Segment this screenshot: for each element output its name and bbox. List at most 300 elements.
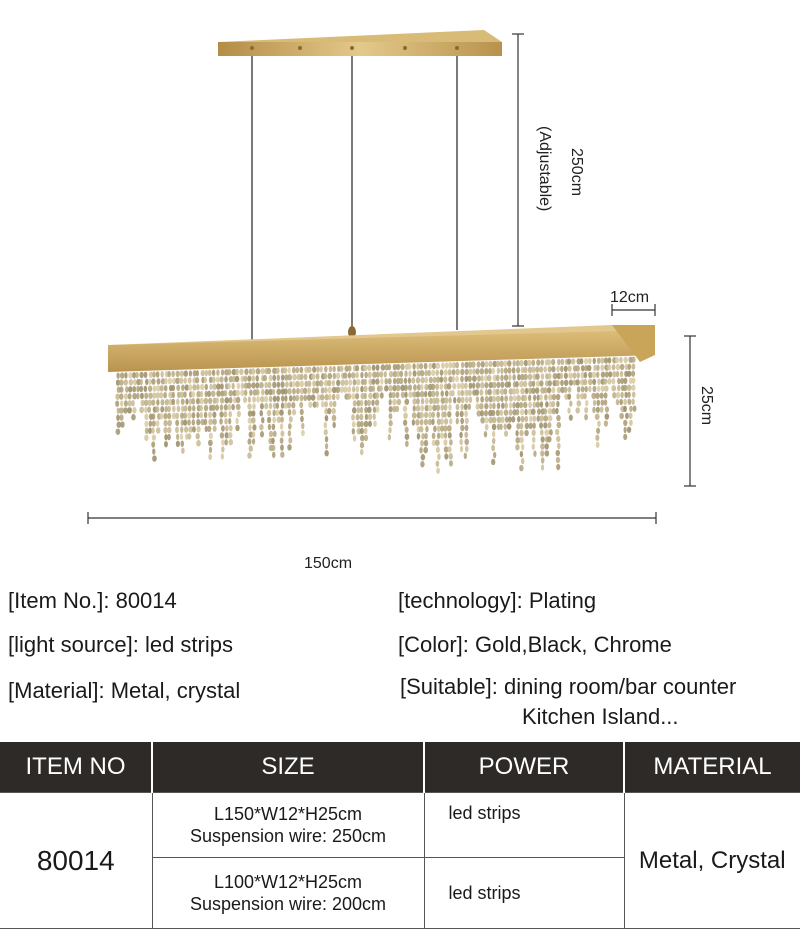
crystal-bead	[612, 364, 616, 370]
crystal-bead	[555, 429, 559, 435]
crystal-bead	[576, 393, 580, 399]
crystal-bead	[280, 416, 283, 422]
crystal-bead	[469, 397, 472, 403]
crystal-bead	[568, 372, 573, 378]
crystal-bead	[321, 401, 324, 407]
crystal-bead	[244, 369, 248, 375]
crystal-bead	[176, 434, 179, 440]
crystal-bead	[560, 359, 564, 365]
crystal-bead	[187, 412, 192, 418]
crystal-bead	[221, 453, 224, 459]
crystal-bead	[543, 366, 547, 372]
crystal-bead	[375, 378, 379, 384]
crystal-bead	[424, 440, 428, 446]
crystal-bead	[192, 384, 196, 390]
crystal-bead	[160, 385, 164, 391]
crystal-bead	[476, 396, 479, 402]
crystal-bead	[460, 418, 464, 424]
crystal-bead	[388, 364, 391, 370]
crystal-bead	[496, 410, 500, 416]
crystal-bead	[360, 372, 363, 378]
crystal-bead	[455, 376, 459, 382]
crystal-bead	[316, 401, 319, 407]
crystal-bead	[540, 429, 544, 435]
crystal-bead	[367, 365, 371, 371]
crystal-bead	[556, 436, 560, 442]
crystal-bead	[189, 370, 192, 376]
crystal-bead	[456, 418, 459, 424]
crystal-bead	[224, 404, 228, 410]
crystal-bead	[623, 385, 628, 391]
crystal-bead	[128, 386, 132, 392]
crystal-bead	[604, 392, 608, 398]
crystal-bead	[292, 409, 296, 415]
material-cell: Metal, Crystal	[624, 793, 800, 929]
crystal-bead	[627, 392, 631, 398]
crystal-bead	[424, 433, 428, 439]
crystal-bead	[300, 416, 304, 422]
crystal-bead	[260, 431, 264, 437]
crystal-bead	[541, 457, 545, 463]
crystal-bead	[144, 393, 148, 399]
crystal-bead	[452, 383, 456, 389]
crystal-bead	[435, 391, 439, 397]
crystal-bead	[175, 427, 179, 433]
crystal-bead	[488, 389, 492, 395]
crystal-bead	[420, 384, 424, 390]
crystal-bead	[440, 432, 444, 438]
crystal-bead	[327, 380, 331, 386]
crystal-bead	[560, 373, 564, 379]
crystal-bead	[316, 366, 319, 372]
crystal-bead	[504, 374, 508, 380]
crystal-bead	[285, 381, 289, 387]
crystal-bead	[425, 398, 429, 404]
crystal-bead	[479, 403, 484, 409]
crystal-bead	[125, 386, 129, 392]
crystal-bead	[200, 384, 205, 390]
crystal-bead	[540, 401, 543, 407]
crystal-bead	[380, 392, 384, 398]
crystal-bead	[340, 380, 345, 386]
crystal-bead	[288, 430, 291, 436]
crystal-bead	[499, 424, 502, 430]
crystal-bead	[216, 383, 221, 389]
crystal-bead	[603, 378, 608, 384]
crystal-bead	[132, 372, 136, 378]
crystal-bead	[352, 421, 356, 427]
crystal-bead	[364, 428, 368, 434]
crystal-bead	[461, 362, 464, 368]
crystal-bead	[241, 383, 245, 389]
crystal-bead	[191, 391, 195, 397]
crystal-bead	[364, 435, 368, 441]
crystal-bead	[584, 386, 588, 392]
crystal-bead	[532, 416, 536, 422]
crystal-bead	[124, 400, 128, 406]
crystal-bead	[544, 394, 548, 400]
crystal-bead	[595, 393, 600, 399]
crystal-bead	[251, 368, 255, 374]
crystal-bead	[523, 402, 527, 408]
crystal-bead	[481, 361, 485, 367]
crystal-bead	[412, 419, 415, 425]
crystal-bead	[468, 369, 472, 375]
crystal-bead	[316, 373, 320, 379]
crystal-bead	[277, 382, 280, 388]
item-no-cell: 80014	[0, 793, 152, 929]
crystal-bead	[176, 399, 180, 405]
crystal-bead	[535, 366, 539, 372]
crystal-bead	[556, 366, 559, 372]
crystal-bead	[216, 390, 221, 396]
crystal-bead	[623, 434, 627, 440]
power-cell: led strips	[424, 858, 624, 929]
crystal-bead	[263, 375, 267, 381]
crystal-bead	[195, 377, 199, 383]
crystal-bead	[359, 414, 363, 420]
crystal-bead	[420, 377, 424, 383]
crystal-bead	[415, 391, 420, 397]
crystal-bead	[608, 357, 612, 363]
crystal-bead	[437, 433, 440, 439]
crystal-bead	[148, 392, 152, 398]
crystal-bead	[288, 367, 291, 373]
crystal-bead	[457, 397, 461, 403]
crystal-bead	[396, 392, 400, 398]
crystal-bead	[128, 372, 133, 378]
crystal-bead	[507, 423, 512, 429]
crystal-bead	[268, 382, 272, 388]
crystal-bead	[459, 439, 462, 445]
crystal-bead	[269, 396, 273, 402]
crystal-bead	[468, 390, 472, 396]
crystal-bead	[500, 410, 504, 416]
crystal-bead	[479, 389, 483, 395]
crystal-bead	[304, 395, 307, 401]
crystal-bead	[144, 421, 148, 427]
crystal-bead	[209, 447, 212, 453]
crystal-bead	[416, 405, 420, 411]
crystal-bead	[627, 385, 632, 391]
crystal-bead	[441, 390, 444, 396]
crystal-bead	[360, 421, 364, 427]
crystal-bead	[124, 379, 128, 385]
crystal-bead	[567, 358, 571, 364]
crystal-bead	[180, 427, 183, 433]
power-cell: led strips	[424, 793, 624, 858]
crystal-bead	[413, 384, 417, 390]
crystal-bead	[151, 441, 155, 447]
crystal-bead	[276, 389, 281, 395]
crystal-bead	[447, 411, 451, 417]
crystal-bead	[444, 418, 448, 424]
crystal-bead	[279, 409, 284, 415]
crystal-bead	[167, 406, 171, 412]
crystal-bead	[524, 430, 529, 436]
crystal-bead	[196, 440, 201, 446]
crystal-bead	[597, 421, 601, 427]
crystal-bead	[391, 392, 395, 398]
crystal-bead	[243, 376, 247, 382]
crystal-bead	[312, 366, 316, 372]
crystal-bead	[413, 370, 417, 376]
crystal-bead	[239, 369, 243, 375]
crystal-bead	[389, 371, 393, 377]
wire-adjustable-note: (Adjustable)	[536, 126, 553, 212]
crystal-bead	[360, 449, 364, 455]
crystal-bead	[176, 385, 180, 391]
crystal-bead	[311, 373, 315, 379]
crystal-bead	[512, 367, 516, 373]
crystal-bead	[467, 376, 471, 382]
crystal-bead	[555, 380, 560, 386]
crystal-bead	[269, 403, 272, 409]
crystal-bead	[541, 373, 544, 379]
crystal-bead	[623, 357, 628, 363]
crystal-bead	[416, 398, 420, 404]
crystal-bead	[532, 437, 535, 443]
crystal-bead	[515, 430, 518, 436]
crystal-bead	[281, 395, 284, 401]
crystal-bead	[491, 368, 495, 374]
crystal-bead	[444, 453, 448, 459]
crystal-bead	[247, 452, 251, 458]
crystal-bead	[477, 375, 481, 381]
crystal-bead	[255, 375, 258, 381]
crystal-bead	[256, 368, 261, 374]
crystal-bead	[512, 374, 516, 380]
crystal-bead	[273, 396, 277, 402]
crystal-bead	[633, 405, 637, 411]
crystal-bead	[547, 387, 551, 393]
spec-item-no: [Item No.]: 80014	[8, 588, 177, 613]
crystal-bead	[181, 385, 185, 391]
crystal-bead	[144, 386, 148, 392]
crystal-bead	[328, 394, 331, 400]
crystal-bead	[465, 369, 469, 375]
crystal-bead	[456, 404, 460, 410]
crystal-bead	[432, 433, 436, 439]
crystal-bead	[333, 401, 337, 407]
crystal-bead	[119, 379, 124, 385]
crystal-bead	[259, 424, 263, 430]
crystal-bead	[428, 405, 433, 411]
crystal-bead	[332, 394, 336, 400]
crystal-bead	[541, 436, 545, 442]
crystal-bead	[227, 369, 231, 375]
crystal-bead	[403, 406, 407, 412]
crystal-bead	[500, 396, 503, 402]
crystal-bead	[404, 378, 407, 384]
crystal-bead	[252, 403, 255, 409]
crystal-bead	[152, 420, 156, 426]
crystal-bead	[209, 384, 212, 390]
crystal-bead	[180, 441, 184, 447]
light-bar	[108, 325, 655, 372]
crystal-bead	[280, 423, 284, 429]
crystal-bead	[308, 402, 312, 408]
crystal-bead	[424, 363, 428, 369]
size-dimensions: L100*W12*H25cm	[213, 872, 363, 892]
crystal-bead	[541, 464, 544, 470]
crystal-bead	[533, 395, 536, 401]
crystal-bead	[548, 373, 552, 379]
crystal-bead	[399, 371, 403, 377]
crystal-bead	[507, 360, 512, 366]
suspension-wires	[252, 56, 457, 340]
crystal-bead	[616, 399, 620, 405]
crystal-bead	[524, 409, 527, 415]
crystal-bead	[376, 371, 380, 377]
crystal-bead	[601, 371, 605, 377]
crystal-bead	[281, 374, 285, 380]
crystal-bead	[301, 430, 305, 436]
crystal-bead	[368, 414, 372, 420]
crystal-bead	[488, 368, 492, 374]
crystal-bead	[480, 396, 484, 402]
crystal-bead	[512, 402, 515, 408]
crystal-bead	[119, 414, 123, 420]
crystal-bead	[260, 403, 264, 409]
crystal-bead	[457, 383, 461, 389]
crystal-bead	[260, 396, 264, 402]
crystal-bead	[531, 360, 535, 366]
crystal-bead	[448, 404, 451, 410]
crystal-bead	[539, 394, 543, 400]
crystal-bead	[325, 443, 328, 449]
crystal-bead	[333, 366, 336, 372]
crystal-bead	[403, 420, 407, 426]
crystal-bead	[225, 439, 228, 445]
crystal-bead	[461, 397, 465, 403]
crystal-bead	[408, 384, 412, 390]
crystal-bead	[543, 422, 547, 428]
crystal-bead	[221, 425, 225, 431]
crystal-bead	[373, 421, 377, 427]
crystal-bead	[556, 464, 560, 470]
crystal-bead	[184, 377, 187, 383]
crystal-bead	[312, 380, 316, 386]
size-suspension: Suspension wire: 200cm	[189, 894, 387, 914]
crystal-bead	[436, 468, 440, 474]
crystal-bead	[221, 369, 224, 375]
crystal-bead	[212, 384, 216, 390]
wire-height-label: 250cm	[568, 148, 585, 197]
crystal-bead	[329, 366, 333, 372]
crystal-bead	[427, 370, 430, 376]
spec-material: [Material]: Metal, crystal	[8, 678, 241, 703]
crystal-bead	[465, 418, 469, 424]
crystal-bead	[255, 389, 260, 395]
crystal-bead	[292, 381, 295, 387]
crystal-bead	[544, 429, 549, 435]
crystal-bead	[160, 399, 164, 405]
crystal-bead	[431, 370, 435, 376]
crystal-bead	[323, 373, 327, 379]
crystal-bead	[288, 437, 292, 443]
crystal-bead	[219, 376, 223, 382]
crystal-bead	[620, 364, 624, 370]
crystal-bead	[237, 411, 241, 417]
crystal-bead	[492, 424, 497, 430]
crystal-bead	[452, 390, 455, 396]
crystal-bead	[315, 387, 319, 393]
crystal-bead	[324, 450, 328, 456]
crystal-bead	[148, 378, 151, 384]
crystal-bead	[171, 399, 175, 405]
crystal-bead	[352, 407, 357, 413]
crystal-bead	[348, 379, 352, 385]
crystal-bead	[525, 416, 529, 422]
crystal-bead	[191, 398, 195, 404]
crystal-bead	[177, 406, 181, 412]
crystal-bead	[424, 391, 427, 397]
crystal-bead	[435, 440, 440, 446]
crystal-bead	[225, 425, 228, 431]
crystal-bead	[581, 386, 584, 392]
crystal-bead	[399, 378, 404, 384]
crystal-bead	[588, 379, 593, 385]
crystal-bead	[204, 377, 207, 383]
crystal-bead	[147, 406, 151, 412]
crystal-bead	[631, 398, 634, 404]
crystal-bead	[335, 387, 340, 393]
crystal-bead	[333, 373, 337, 379]
crystal-bead	[348, 372, 351, 378]
crystal-bead	[491, 410, 495, 416]
crystal-bead	[485, 361, 489, 367]
crystal-bead	[557, 359, 560, 365]
crystal-bead	[188, 433, 192, 439]
crystal-bead	[551, 366, 555, 372]
crystal-bead	[252, 438, 255, 444]
crystal-bead	[380, 378, 383, 384]
crystal-bead	[499, 361, 504, 367]
crystal-bead	[429, 377, 433, 383]
crystal-bead	[288, 409, 292, 415]
crystal-bead	[568, 365, 572, 371]
crystal-bead	[273, 431, 277, 437]
crystal-bead	[425, 426, 428, 432]
crystal-bead	[519, 430, 523, 436]
crystal-bead	[515, 444, 519, 450]
crystal-bead	[423, 447, 428, 453]
crystal-bead	[540, 443, 545, 449]
ceiling-canopy	[218, 30, 502, 56]
crystal-bead	[131, 400, 134, 406]
crystal-bead	[248, 424, 251, 430]
crystal-bead	[468, 404, 471, 410]
crystal-bead	[604, 399, 608, 405]
crystal-bead	[597, 386, 600, 392]
crystal-bead	[201, 370, 205, 376]
crystal-bead	[509, 402, 512, 408]
crystal-bead	[547, 422, 551, 428]
crystal-bead	[485, 396, 489, 402]
crystal-bead	[208, 370, 212, 376]
crystal-bead	[243, 397, 247, 403]
crystal-bead	[368, 372, 372, 378]
crystal-bead	[421, 398, 425, 404]
crystal-bead	[196, 433, 200, 439]
crystal-bead	[164, 441, 168, 447]
crystal-bead	[596, 400, 600, 406]
crystal-bead	[521, 416, 525, 422]
crystal-bead	[183, 419, 187, 425]
crystal-bead	[519, 465, 523, 471]
crystal-bead	[272, 375, 276, 381]
